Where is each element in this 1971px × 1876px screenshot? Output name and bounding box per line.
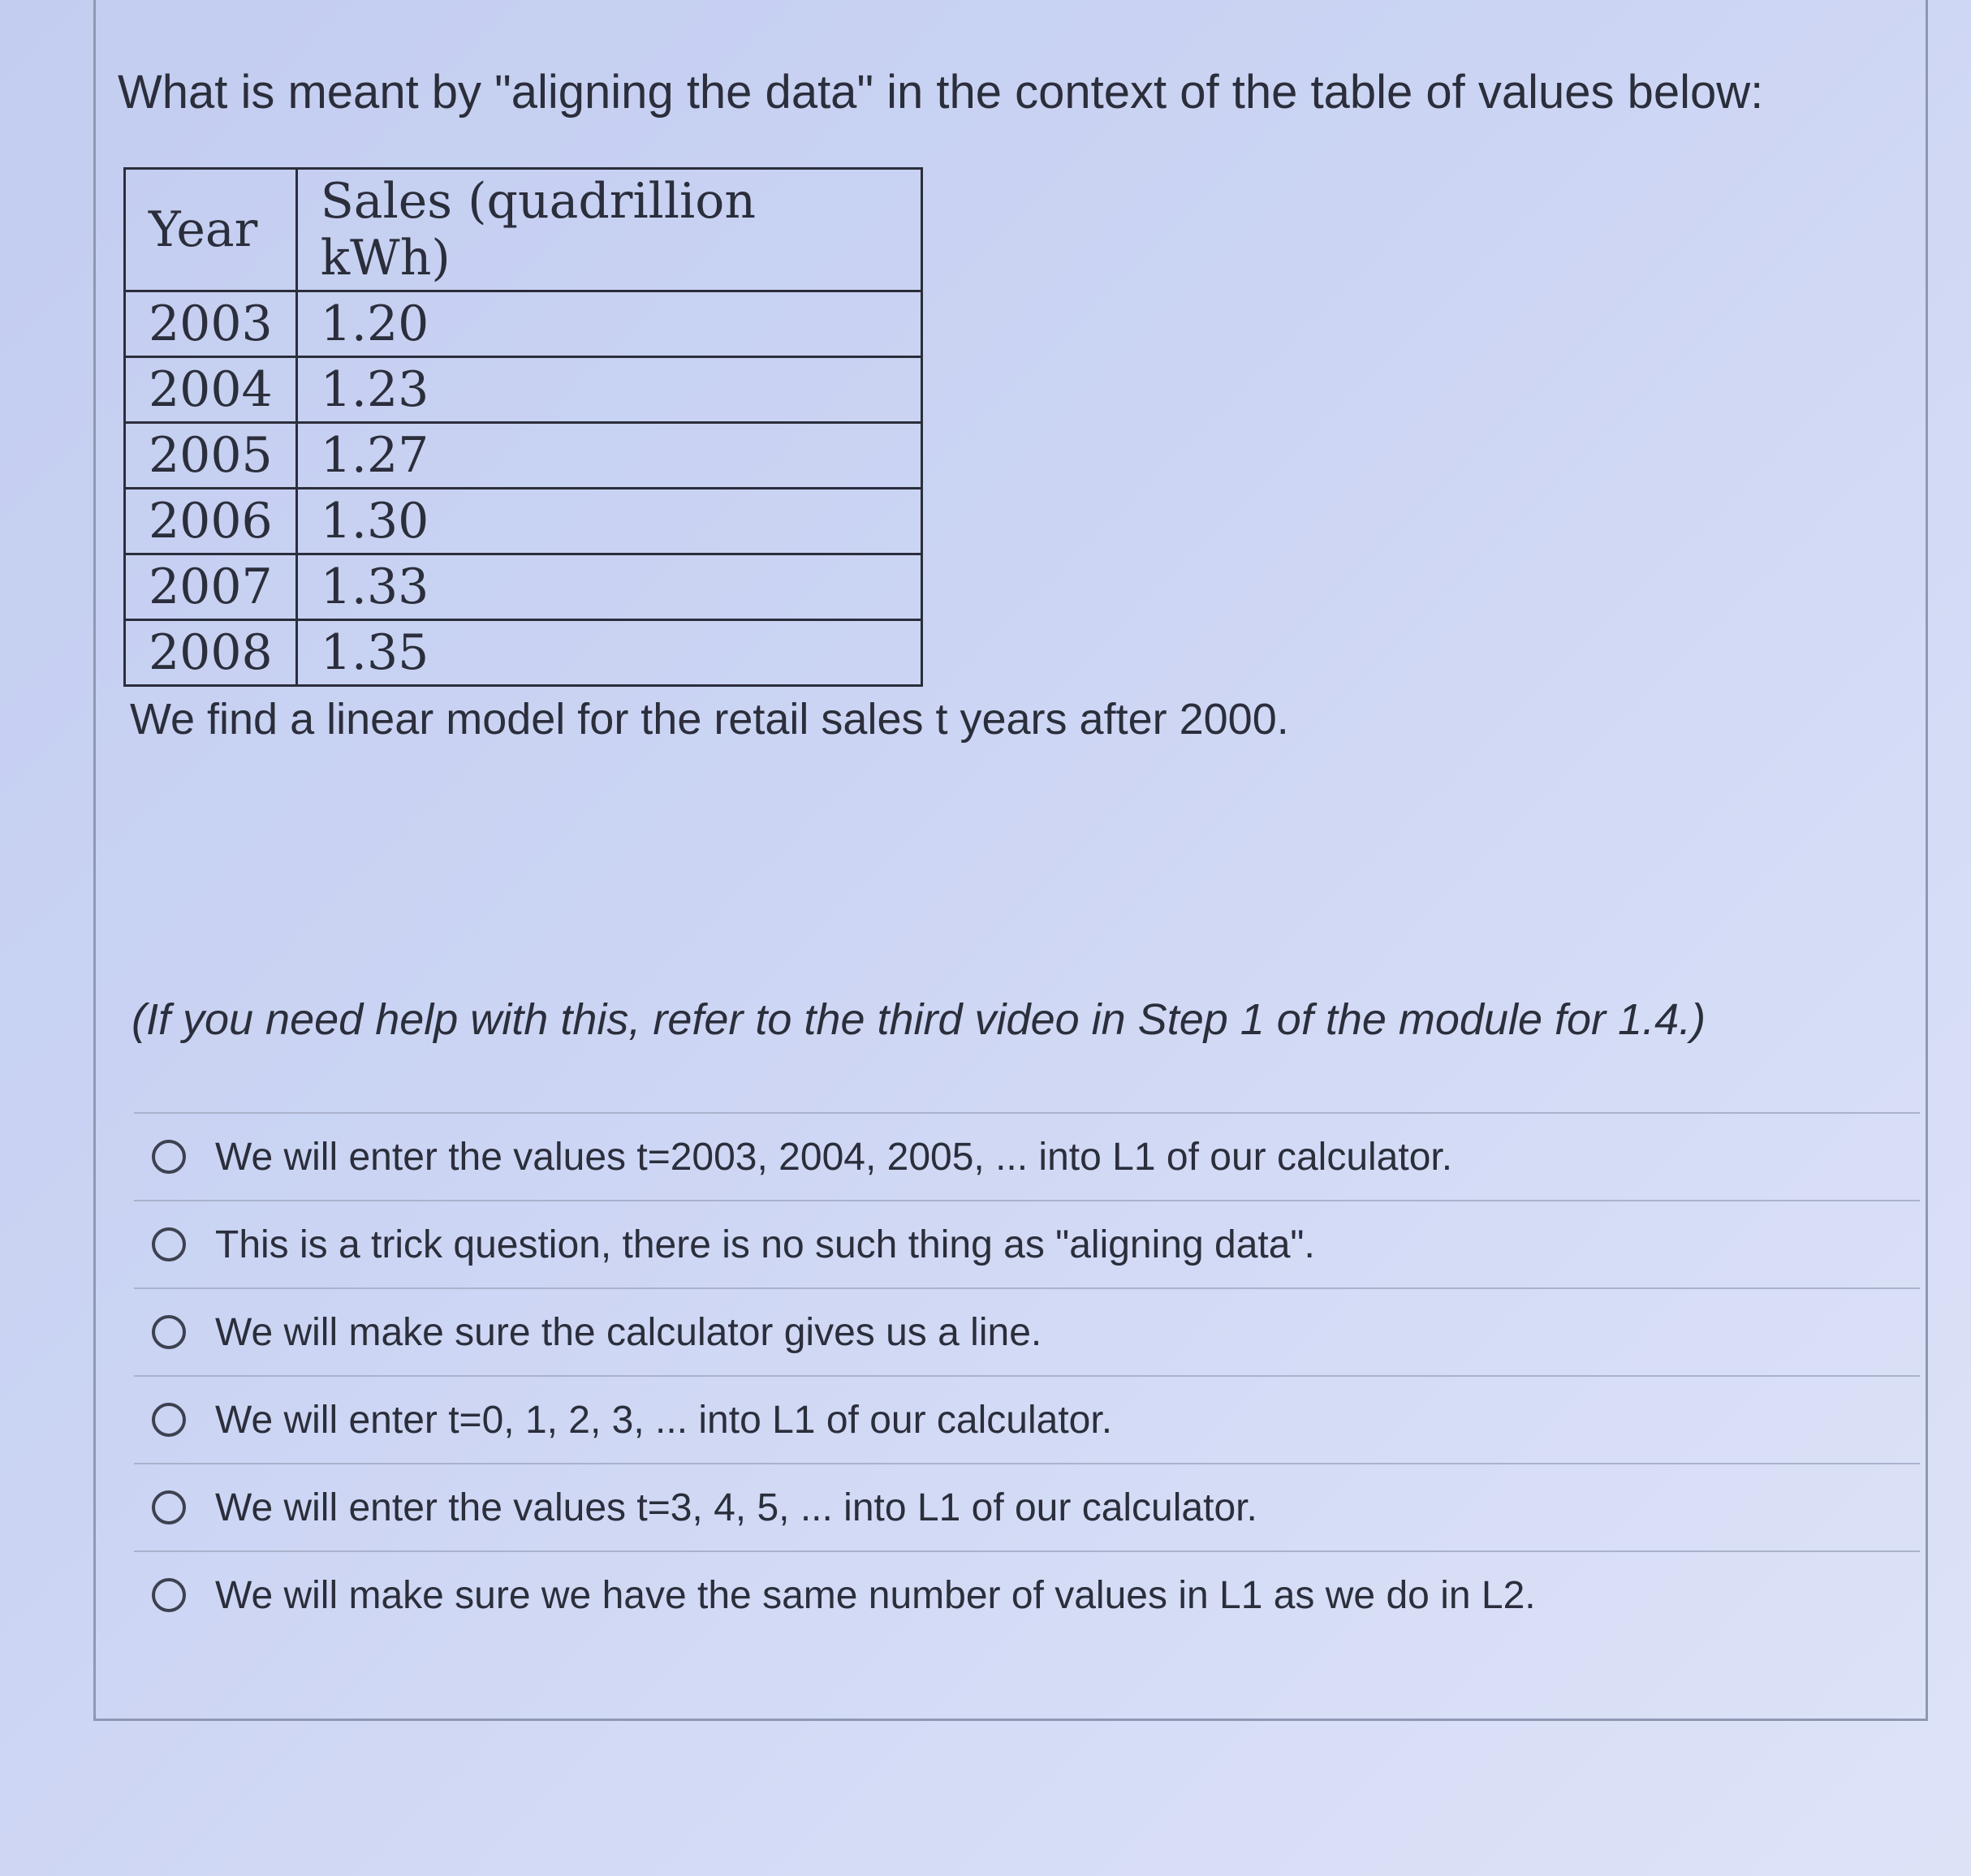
help-note: (If you need help with this, refer to the third video in Step 1 of the module for 1.4.) bbox=[132, 995, 1706, 1044]
sales-cell: 1.30 bbox=[296, 489, 921, 554]
table-row bbox=[125, 291, 922, 357]
year-cell: 2004 bbox=[125, 357, 297, 423]
header-year: Year bbox=[125, 169, 297, 291]
sales-cell: 1.23 bbox=[296, 357, 921, 423]
year-cell: 2007 bbox=[125, 554, 297, 620]
radio-button[interactable] bbox=[152, 1315, 186, 1349]
answer-option[interactable] bbox=[134, 1463, 1920, 1550]
sales-cell: 1.35 bbox=[296, 620, 921, 686]
radio-button[interactable] bbox=[152, 1140, 186, 1174]
table-header-row bbox=[125, 169, 922, 291]
table-row bbox=[125, 357, 922, 423]
values-table bbox=[123, 167, 923, 687]
radio-button[interactable] bbox=[152, 1227, 186, 1261]
option-label[interactable]: We will make sure we have the same number of values in L1 as we do in L2. bbox=[215, 1573, 1536, 1617]
radio-button[interactable] bbox=[152, 1578, 186, 1612]
option-label[interactable]: We will enter the values t=2003, 2004, 2005, ... into L1 of our calculator. bbox=[215, 1135, 1453, 1179]
header-sales: Sales (quadrillion kWh) bbox=[296, 169, 921, 291]
radio-button[interactable] bbox=[152, 1403, 186, 1437]
sales-cell: 1.20 bbox=[296, 291, 921, 357]
option-label[interactable]: We will enter the values t=3, 4, 5, ... into L1 of our calculator. bbox=[215, 1486, 1257, 1529]
answer-option[interactable] bbox=[134, 1200, 1920, 1287]
year-cell: 2008 bbox=[125, 620, 297, 686]
sales-cell: 1.33 bbox=[296, 554, 921, 620]
table-row bbox=[125, 620, 922, 686]
answer-option[interactable] bbox=[134, 1375, 1920, 1463]
option-label[interactable]: We will enter t=0, 1, 2, 3, ... into L1 of our calculator. bbox=[215, 1398, 1113, 1442]
model-note: We find a linear model for the retail sales t years after 2000. bbox=[130, 695, 1289, 744]
year-cell: 2005 bbox=[125, 423, 297, 489]
answer-option[interactable] bbox=[134, 1550, 1920, 1638]
question-prompt: What is meant by "aligning the data" in the context of the table of values below: bbox=[118, 66, 1764, 119]
answer-option[interactable] bbox=[134, 1112, 1920, 1200]
answer-options bbox=[134, 1112, 1920, 1638]
table-row bbox=[125, 489, 922, 554]
answer-option[interactable] bbox=[134, 1287, 1920, 1375]
table-row bbox=[125, 423, 922, 489]
radio-button[interactable] bbox=[152, 1490, 186, 1525]
option-label[interactable]: This is a trick question, there is no such thing as "aligning data". bbox=[215, 1223, 1315, 1266]
option-label[interactable]: We will make sure the calculator gives us a line. bbox=[215, 1310, 1042, 1354]
table-row bbox=[125, 554, 922, 620]
year-cell: 2003 bbox=[125, 291, 297, 357]
year-cell: 2006 bbox=[125, 489, 297, 554]
sales-cell: 1.27 bbox=[296, 423, 921, 489]
